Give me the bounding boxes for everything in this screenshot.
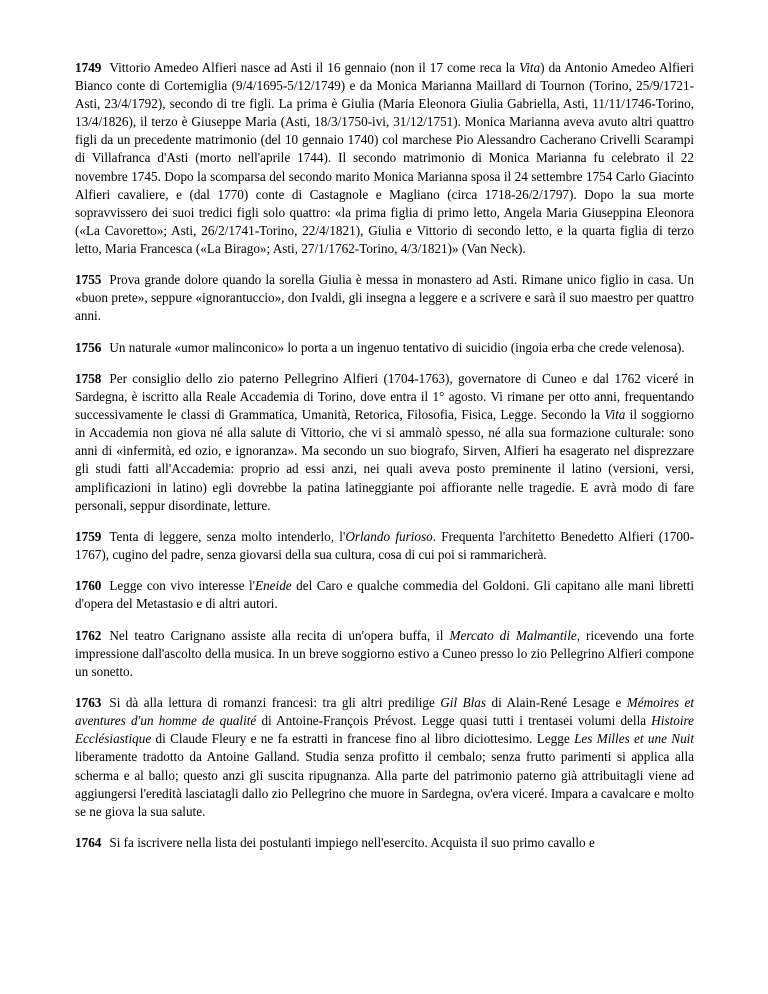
entry-text: liberamente tradotto da Antoine Galland. Studia senza profitto il cembalo; senza frutto parimenti si applica alla scherma e al ballo; questo anzi gli suscita ripugnanza. Alla parte del patrimonio paterno già attribuitagli viene ad aggiungersi l'eredità lasciatagli dallo zio Pellegrino che muore in Sardegna, ov'era viceré. Impara a cavalcare e molto se ne giova la sua salute. (75, 749, 694, 819)
entry-text: Legge con vivo interesse l' (109, 578, 256, 594)
entry-text: Per consiglio dello zio paterno Pellegrino Alfieri (1704-1763), governatore di Cuneo e dal 1762 viceré in Sardegna, è iscritto alla Reale Accademia di Torino, dove entra il 1° agosto. Vi rimane per otto anni, frequentando successivamente le classi di Grammatica, Umanità, Retorica, Filosofia, Fisica, Legge. Secondo la (75, 370, 694, 423)
entry-text: di Antoine-François Prévost. Legge quasi tutti i trentasei volumi della (256, 713, 652, 729)
chronology-entry (75, 528, 694, 564)
entry-year: 1762 (75, 627, 102, 643)
chronology-entry (75, 271, 694, 325)
chronology-entry (75, 834, 694, 852)
chronology-entry (75, 577, 694, 613)
chronology-entry (75, 59, 694, 258)
entry-year: 1760 (75, 578, 102, 594)
entry-title-italic: Mémoires et aventures d'un homme de qualité (75, 695, 695, 729)
entry-year: 1755 (75, 272, 102, 288)
entry-title-italic: Eneide (255, 578, 292, 594)
entry-text: Tenta di leggere, senza molto intenderlo, l' (109, 528, 346, 544)
entry-text: il soggiorno in Accademia non giova né alla salute di Vittorio, che vi si ammalò spesso, né alla sua formazione culturale: sono anni di «infermità, ed ozio, e ignoranza». Ma secondo un suo biografo, Sirven, Alfieri ha esagerato nel disprezzare gli studi fatti all'Accademia: proprio ad essi anzi, nei quali aveva posto preminente il latino (versioni, versi, amplificazioni in latino) egli dovrebbe la patina latineggiante poi affiorante nelle tragedie. E avrà modo di fare personali, seppur disordinate, letture. (75, 407, 695, 513)
entry-text: Vittorio Amedeo Alfieri nasce ad Asti il 16 gennaio (non il 17 come reca la (109, 60, 520, 75)
entry-title-italic: Orlando furioso (345, 528, 433, 544)
entry-text: di Claude Fleury e ne fa estratti in francese fino al libro diciottesimo. Legge (151, 731, 575, 747)
entry-year: 1756 (75, 339, 102, 355)
chronology-entry (75, 627, 694, 681)
entry-text: di Alain-René Lesage e (486, 695, 627, 711)
entry-year: 1763 (75, 695, 102, 711)
entry-text: ) da Antonio Amedeo Alfieri Bianco conte di Cortemiglia (9/4/1695-5/12/1749) e da Monica Marianna Maillard di Tournon (Torino, 25/9/1721-Asti, 23/4/1792), secondo di tre figli. La prima è Giulia (Maria Eleonora Giulia Gabriella, Asti, 11/11/1746-Torino, 13/4/1826), il terzo è Giuseppe Maria (Asti, 18/3/1750-ivi, 31/12/1751). Monica Marianna aveva avuto altri quattro figli da un precedente matrimonio (del 10 gennaio 1740) col marchese Pio Alessandro Cacherano Crivelli Scarampi di Villafranca d'Asti (morto nell'aprile 1744). Il secondo matrimonio di Monica Marianna fu celebrato il 22 novembre 1745. Dopo la scomparsa del secondo marito Monica Marianna sposa il 24 settembre 1754 Carlo Giacinto Alfieri cavaliere, e (dal 1770) conte di Castagnole e Magliano (circa 1718-26/2/1797). Dopo la sua morte sopravvissero dei suoi tredici figli solo quattro: «la prima figlia di primo letto, Angela Maria Giuseppina Eleonora («La Cavoretto»; Asti, 26/2/1741-Torino, 22/4/1821), Giulia e Vittorio di secondo letto, e la quarta figlia di terzo letto, Maria Francesca («La Birago»; Asti, 27/1/1762-Torino, 4/3/1821)» (Van Neck). (75, 60, 694, 256)
entry-text: Un naturale «umor malinconico» lo porta a un ingenuo tentativo di suicidio (ingoia erba che crede velenosa). (109, 339, 685, 355)
entry-text: Prova grande dolore quando la sorella Giulia è messa in monastero ad Asti. Rimane unico figlio in casa. Un «buon prete», seppure «ignorantuccio», don Ivaldi, gli insegna a leggere e a scrivere e sarà il suo maestro per quattro anni. (75, 272, 694, 324)
entry-title-italic: Mercato di Malmantile (449, 627, 577, 643)
document-page (75, 59, 694, 865)
chronology-entry (75, 370, 694, 515)
entry-year: 1764 (75, 834, 102, 850)
entry-text: , ricevendo una forte impressione dall'ascolto della musica. In un breve soggiorno estivo a Cuneo presso lo zio Pellegrino Alfieri compone un sonetto. (75, 627, 694, 679)
entry-year: 1749 (75, 60, 102, 75)
entry-title-italic: Vita (519, 60, 541, 75)
entry-text: Nel teatro Carignano assiste alla recita di un'opera buffa, il (109, 627, 450, 643)
chronology-entry (75, 339, 694, 357)
entry-text: . Frequenta l'architetto Benedetto Alfieri (1700-1767), cugino del padre, senza giovarsi della sua cultura, cosa di cui poi si rammaricherà. (75, 528, 694, 562)
entry-title-italic: Vita (604, 407, 626, 423)
entry-title-italic: Les Milles et une Nuit (574, 731, 695, 747)
entry-title-italic: Gil Blas (440, 695, 487, 711)
entry-title-italic: Histoire Ecclésiastique (75, 713, 695, 747)
entry-text: Si fa iscrivere nella lista dei postulanti impiego nell'esercito. Acquista il suo primo cavallo e (109, 834, 595, 850)
entry-year: 1759 (75, 528, 102, 544)
entry-text: Si dà alla lettura di romanzi francesi: tra gli altri predilige (109, 695, 441, 711)
entry-text: del Caro e qualche commedia del Goldoni. Gli capitano alle mani libretti d'opera del Metastasio e di altri autori. (75, 578, 694, 612)
entry-year: 1758 (75, 370, 102, 386)
chronology-entry (75, 694, 694, 821)
